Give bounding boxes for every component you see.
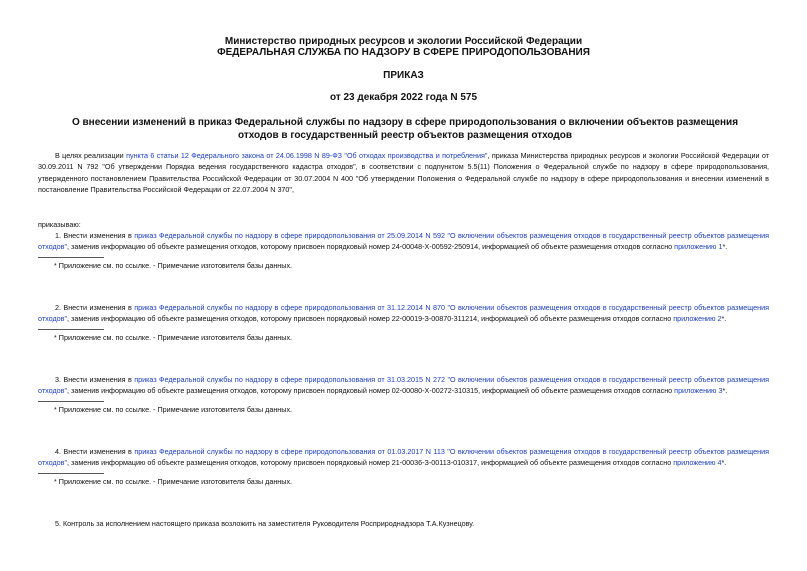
footnote-divider bbox=[38, 401, 104, 402]
item-2-appendix-link[interactable]: приложению 2 bbox=[673, 314, 722, 324]
item-4-order-link[interactable]: приказ Федеральной службы по надзору в сфере природопользования от 01.03.2017 N 113 "О включении объектов размещения отходов в государственный реестр объектов размещения отходов" bbox=[38, 447, 769, 468]
document-title: О внесении изменений в приказ Федеральной службы по надзору в сфере природопользования о включении объектов размещения отходов в государственный реестр объектов размещения отходов bbox=[71, 117, 739, 141]
ministry-name: Министерство природных ресурсов и экологии Российской Федерации bbox=[224, 36, 583, 47]
item-4-paragraph bbox=[38, 446, 769, 469]
item-3-appendix-link[interactable]: приложению 3 bbox=[674, 386, 723, 396]
closing-text: 5. Контроль за исполнением настоящего приказа возложить на заместителя Руководителя Росприроднадзора Т.А.Кузнецову. bbox=[55, 519, 475, 528]
footnote-divider bbox=[38, 473, 104, 474]
item-2-prefix: 2. Внести изменения в bbox=[55, 303, 135, 312]
item-1-order-link[interactable]: приказ Федеральной службы по надзору в сфере природопользования от 25.09.2014 N 592 "О включении объектов размещения отходов в государственный реестр объектов размещения отходов" bbox=[38, 231, 769, 252]
item-4-prefix: 4. Внести изменения в bbox=[55, 447, 135, 456]
item-2-text: , заменив информацию об объекте размещения отходов, которому присвоен порядковый номер 22-00019-З-00870-311214, информацией об объекте размещения отходов согласно bbox=[67, 314, 674, 324]
service-name: ФЕДЕРАЛЬНАЯ СЛУЖБА ПО НАДЗОРУ В СФЕРЕ ПРИРОДОПОЛЬЗОВАНИЯ bbox=[217, 47, 590, 58]
document-type: ПРИКАЗ bbox=[383, 70, 424, 81]
item-3-text: , заменив информацию об объекте размещения отходов, которому присвоен порядковый номер 02-00080-Х-00272-310315, информацией об объекте размещения отходов согласно bbox=[67, 386, 675, 396]
item-3-prefix: 3. Внести изменения в bbox=[55, 375, 135, 384]
item-1-appendix-link[interactable]: приложению 1 bbox=[674, 242, 723, 252]
footnote-2: * Приложение см. по ссылке. - Примечание изготовителя базы данных. bbox=[54, 333, 293, 342]
footnote-1: * Приложение см. по ссылке. - Примечание изготовителя базы данных. bbox=[54, 261, 293, 270]
footnote-3: * Приложение см. по ссылке. - Примечание изготовителя базы данных. bbox=[54, 405, 293, 414]
footnote-divider bbox=[38, 329, 104, 330]
item-2-paragraph bbox=[38, 302, 769, 325]
item-4-suffix: *. bbox=[721, 458, 727, 468]
footnote-4: * Приложение см. по ссылке. - Примечание изготовителя базы данных. bbox=[54, 477, 293, 486]
document-date-number: от 23 декабря 2022 года N 575 bbox=[329, 92, 478, 103]
item-1-paragraph bbox=[38, 230, 769, 253]
item-2-order-link[interactable]: приказ Федеральной службы по надзору в сфере природопользования от 31.12.2014 N 870 "О включении объектов размещения отходов в государственный реестр объектов размещения отходов" bbox=[38, 303, 769, 324]
preamble-text-rest: , приказа Министерства природных ресурсов и экологии Российской Федерации от 30.09.2011 N 792 "Об утверждении Порядка ведения государственного кадастра отходов", в соответствии с подпунктом 5.5(11) Положения о Федеральной службе по надзору в сфере природопользования, утвержденного постановлением Правительства Российской Федерации от 30.07.2004 N 400 "Об утверждении Положения о Федеральной службе по надзору в сфере природопользования и внесении изменений в постановление Правительства Российской Федерации от 22.07.2004 N 370", bbox=[38, 151, 770, 195]
orders-line: приказываю: bbox=[38, 220, 81, 229]
preamble-paragraph bbox=[38, 150, 769, 196]
law-89-fz-link[interactable]: пункта 6 статьи 12 Федерального закона от 24.06.1998 N 89-ФЗ "Об отходах производства и потребления" bbox=[126, 151, 488, 160]
item-3-order-link[interactable]: приказ Федеральной службы по надзору в сфере природопользования от 31.03.2015 N 272 "О включении объектов размещения отходов в государственный реестр объектов размещения отходов" bbox=[38, 375, 769, 396]
item-1-suffix: *. bbox=[722, 242, 728, 252]
item-5-paragraph bbox=[38, 518, 769, 529]
item-1-prefix: 1. Внести изменения в bbox=[55, 231, 135, 240]
item-2-suffix: *. bbox=[721, 314, 727, 324]
item-4-text: , заменив информацию об объекте размещения отходов, которому присвоен порядковый номер 21-00036-З-00113-010317, информацией об объекте размещения отходов согласно bbox=[67, 458, 674, 468]
item-1-text: , заменив информацию об объекте размещения отходов, которому присвоен порядковый номер 24-00048-Х-00592-250914, информацией об объекте размещения отходов согласно bbox=[67, 242, 675, 252]
preamble-text-start: В целях реализации bbox=[55, 151, 127, 160]
item-3-suffix: *. bbox=[722, 386, 728, 396]
footnote-divider bbox=[38, 257, 104, 258]
item-4-appendix-link[interactable]: приложению 4 bbox=[673, 458, 722, 468]
item-3-paragraph bbox=[38, 374, 769, 397]
